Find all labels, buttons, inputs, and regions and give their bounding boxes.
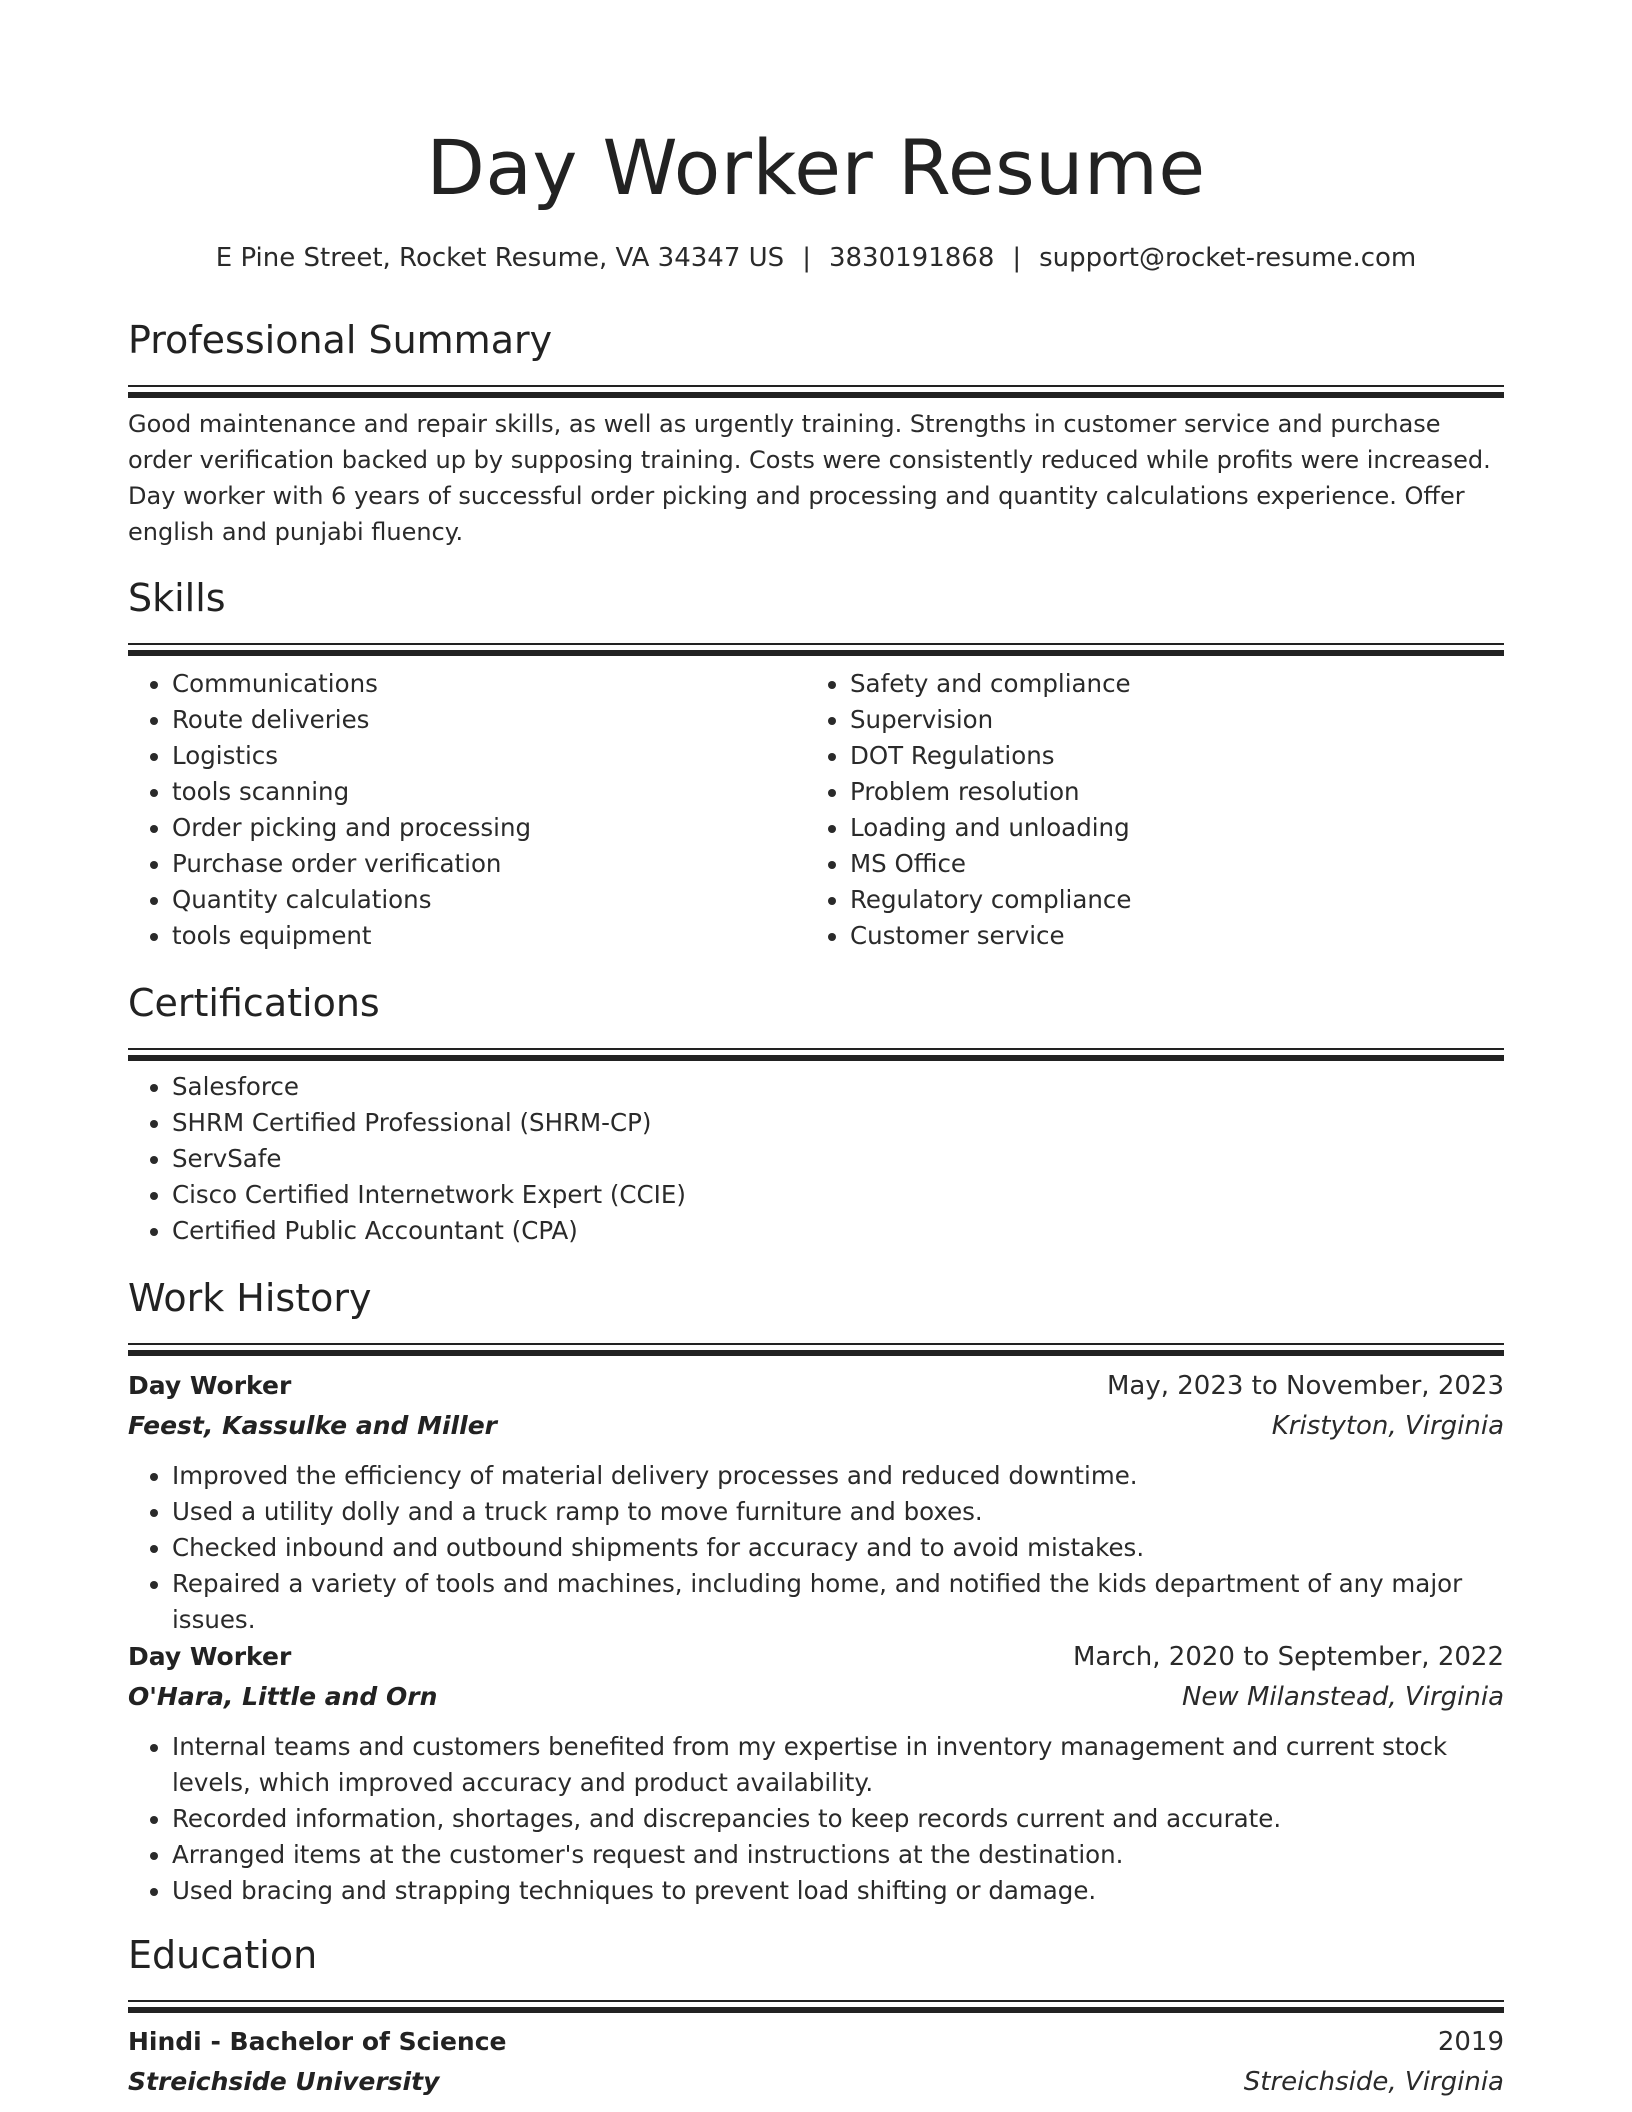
skills-right-list <box>806 666 1486 954</box>
education-section-header <box>128 1930 1504 2013</box>
job-company-row <box>128 1677 1504 1717</box>
skill-item: • Loading and unloading <box>850 810 1486 846</box>
job-bullet: • Repaired a variety of tools and machines, including home, and notified the kids department of any major issues. <box>172 1566 1504 1638</box>
education-school-row <box>128 2062 1504 2102</box>
section-divider <box>128 643 1504 645</box>
skills-right-column <box>806 666 1486 954</box>
skill-item: • Order picking and processing <box>172 810 808 846</box>
job-title: Day Worker <box>128 1642 292 1671</box>
certifications-section-header <box>128 978 1504 1061</box>
skill-item: • Logistics <box>172 738 808 774</box>
job-dates: May, 2023 to November, 2023 <box>1106 1371 1504 1401</box>
work-heading: Work History <box>128 1276 372 1320</box>
section-divider-thick <box>128 392 1504 398</box>
certification-item: • Salesforce <box>172 1069 1504 1105</box>
skill-item: • tools scanning <box>172 774 808 810</box>
job-entry <box>128 1366 1504 1638</box>
skills-left-column <box>128 666 808 954</box>
skill-item: • Supervision <box>850 702 1486 738</box>
job-bullet: • Improved the efficiency of material delivery processes and reduced downtime. <box>172 1458 1504 1494</box>
section-divider <box>128 2000 1504 2002</box>
job-company: O'Hara, Little and Orn <box>128 1682 438 1711</box>
skill-item: • Purchase order verification <box>172 846 808 882</box>
job-bullet: • Internal teams and customers benefited from my expertise in inventory management and current stock levels, which improved accuracy and product availability. <box>172 1729 1504 1801</box>
skill-item: • Route deliveries <box>172 702 808 738</box>
skills-section-header <box>128 573 1504 656</box>
job-bullet: • Used bracing and strapping techniques to prevent load shifting or damage. <box>172 1873 1504 1909</box>
education-heading: Education <box>128 1933 318 1977</box>
resume-title: Day Worker Resume <box>426 123 1206 212</box>
job-bullet: • Used a utility dolly and a truck ramp to move furniture and boxes. <box>172 1494 1504 1530</box>
contact-separator: | <box>802 243 811 273</box>
job-bullets <box>128 1458 1504 1638</box>
certifications-list-wrap <box>128 1069 1504 1249</box>
section-divider-thick <box>128 2007 1504 2013</box>
contact-separator: | <box>1012 243 1022 273</box>
certification-item: • ServSafe <box>172 1141 1504 1177</box>
summary-heading: Professional Summary <box>128 318 553 362</box>
section-divider <box>128 1048 1504 1050</box>
job-header-row <box>128 1637 1504 1677</box>
job-entry <box>128 1637 1504 1909</box>
work-section-header <box>128 1273 1504 1356</box>
section-divider <box>128 1343 1504 1345</box>
certifications-heading: Certifications <box>128 981 380 1025</box>
job-location: Kristyton, Virginia <box>1271 1411 1504 1441</box>
job-header-row <box>128 1366 1504 1406</box>
job-bullets <box>128 1729 1504 1909</box>
job-bullet: • Recorded information, shortages, and discrepancies to keep records current and accurate. <box>172 1801 1504 1837</box>
skill-item: • Communications <box>172 666 808 702</box>
job-bullet: • Arranged items at the customer's request and instructions at the destination. <box>172 1837 1504 1873</box>
skill-item: • Customer service <box>850 918 1486 954</box>
job-company: Feest, Kassulke and Miller <box>128 1411 497 1440</box>
contact-email: support@rocket-resume.com <box>1039 243 1417 273</box>
skill-item: • Regulatory compliance <box>850 882 1486 918</box>
contact-phone: 3830191868 <box>828 243 995 273</box>
job-company-row <box>128 1406 1504 1446</box>
skill-item: • tools equipment <box>172 918 808 954</box>
skill-item: • Quantity calculations <box>172 882 808 918</box>
summary-text: Good maintenance and repair skills, as well as urgently training. Strengths in customer service and purchase order verification backed up by supposing training. Costs were consistently reduced while profits were increased. Day worker with 6 years of successful order picking and processing and quantity calculations experience. Offer english and punjabi fluency. <box>128 410 1491 546</box>
skills-left-list <box>128 666 808 954</box>
skill-item: • Safety and compliance <box>850 666 1486 702</box>
section-divider <box>128 385 1504 387</box>
contact-address: E Pine Street, Rocket Resume, VA 34347 US <box>215 243 785 273</box>
section-divider-thick <box>128 650 1504 656</box>
education-header-row <box>128 2022 1504 2062</box>
education-location: Streichside, Virginia <box>1243 2067 1504 2097</box>
certification-item: • Certified Public Accountant (CPA) <box>172 1213 1504 1249</box>
section-divider-thick <box>128 1350 1504 1356</box>
skill-item: • Problem resolution <box>850 774 1486 810</box>
certification-item: • SHRM Certified Professional (SHRM-CP) <box>172 1105 1504 1141</box>
job-title: Day Worker <box>128 1371 292 1400</box>
job-bullet: • Checked inbound and outbound shipments for accuracy and to avoid mistakes. <box>172 1530 1504 1566</box>
certification-item: • Cisco Certified Internetwork Expert (CCIE) <box>172 1177 1504 1213</box>
skills-heading: Skills <box>128 576 226 620</box>
contact-line <box>128 238 1504 278</box>
skill-item: • MS Office <box>850 846 1486 882</box>
certifications-list <box>128 1069 1504 1249</box>
summary-section-header <box>128 315 1504 398</box>
section-divider-thick <box>128 1055 1504 1061</box>
education-year: 2019 <box>1437 2027 1504 2057</box>
education-school: Streichside University <box>128 2067 440 2096</box>
education-entry <box>128 2022 1504 2102</box>
job-location: New Milanstead, Virginia <box>1181 1682 1504 1712</box>
skill-item: • DOT Regulations <box>850 738 1486 774</box>
job-dates: March, 2020 to September, 2022 <box>1073 1642 1504 1672</box>
education-degree: Hindi - Bachelor of Science <box>128 2027 507 2056</box>
